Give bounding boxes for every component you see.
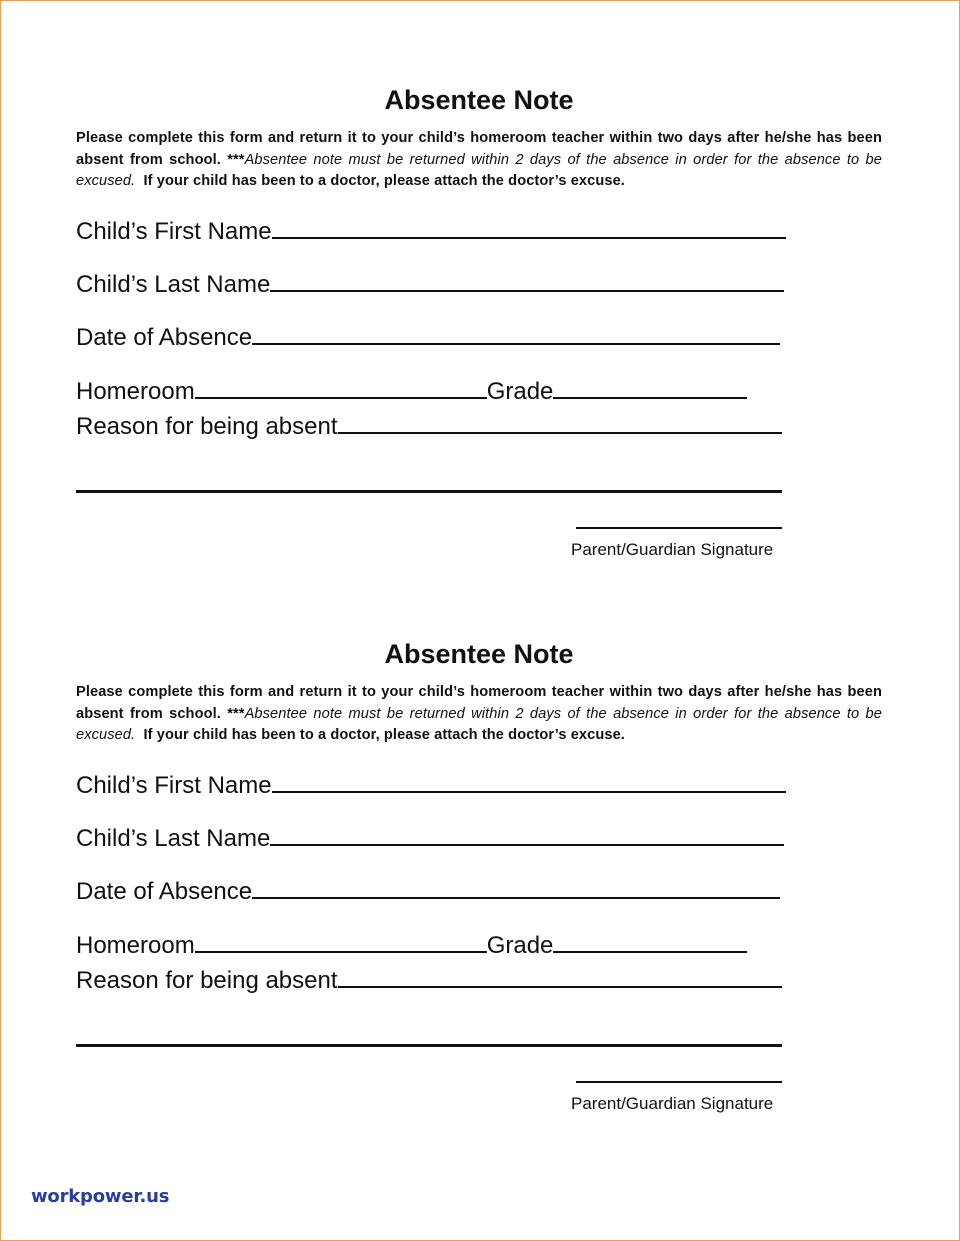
reason-line[interactable]	[338, 410, 782, 434]
date-label: Date of Absence	[76, 878, 253, 905]
homeroom-line[interactable]	[195, 375, 487, 399]
date-label: Date of Absence	[76, 324, 253, 351]
grade-line[interactable]	[553, 375, 747, 399]
last-name-label: Child’s Last Name	[76, 271, 271, 298]
grade-line[interactable]	[553, 929, 747, 953]
signature-line[interactable]	[576, 527, 782, 529]
watermark-logo: workpower.us	[31, 1186, 170, 1207]
absentee-note-2	[76, 638, 882, 747]
first-name-line[interactable]	[272, 769, 786, 793]
grade-label: Grade	[486, 378, 554, 405]
first-name-field-2[interactable]	[76, 769, 786, 800]
instructions-bold-1: Please complete this form and return it to your child’s homeroom teacher within two days after he/she has been absent from school. ***	[76, 130, 882, 168]
last-name-label: Child’s Last Name	[76, 825, 271, 852]
last-name-line[interactable]	[270, 268, 784, 292]
grade-label: Grade	[486, 932, 554, 959]
instructions-italic: Absentee note must be returned within 2 days of the absence in order for the absence to be excused.	[76, 151, 882, 190]
reason-field-1[interactable]	[76, 410, 782, 441]
reason-label: Reason for being absent	[76, 967, 338, 994]
note-instructions	[76, 682, 882, 747]
first-name-line[interactable]	[272, 215, 786, 239]
note-instructions	[76, 128, 882, 193]
homeroom-label: Homeroom	[76, 932, 195, 959]
first-name-label: Child’s First Name	[76, 772, 272, 799]
instructions-bold-1: Please complete this form and return it to your child’s homeroom teacher within two days after he/she has been absent from school. ***	[76, 684, 882, 722]
instructions-bold-2: If your child has been to a doctor, please attach the doctor’s excuse.	[143, 727, 625, 744]
date-line[interactable]	[252, 875, 780, 899]
reason-continuation-line[interactable]	[76, 490, 782, 493]
note-title: Absentee Note	[384, 639, 574, 669]
date-field-2[interactable]	[76, 875, 780, 906]
date-line[interactable]	[252, 321, 780, 345]
signature-label: Parent/Guardian Signature	[571, 540, 774, 559]
homeroom-grade-field-1[interactable]	[76, 375, 747, 406]
last-name-field-1[interactable]	[76, 268, 784, 299]
reason-continuation-line[interactable]	[76, 1044, 782, 1047]
signature-label: Parent/Guardian Signature	[571, 1094, 774, 1113]
note-title: Absentee Note	[384, 85, 574, 115]
instructions-italic: Absentee note must be returned within 2 days of the absence in order for the absence to be excused.	[76, 705, 882, 744]
homeroom-line[interactable]	[195, 929, 487, 953]
date-field-1[interactable]	[76, 321, 780, 352]
absentee-note-1	[76, 84, 882, 193]
first-name-label: Child’s First Name	[76, 218, 272, 245]
reason-line[interactable]	[338, 964, 782, 988]
first-name-field-1[interactable]	[76, 215, 786, 246]
last-name-field-2[interactable]	[76, 822, 784, 853]
reason-field-2[interactable]	[76, 964, 782, 995]
signature-line[interactable]	[576, 1081, 782, 1083]
reason-label: Reason for being absent	[76, 413, 338, 440]
homeroom-label: Homeroom	[76, 378, 195, 405]
last-name-line[interactable]	[270, 822, 784, 846]
instructions-bold-2: If your child has been to a doctor, please attach the doctor’s excuse.	[143, 173, 625, 190]
homeroom-grade-field-2[interactable]	[76, 929, 747, 960]
